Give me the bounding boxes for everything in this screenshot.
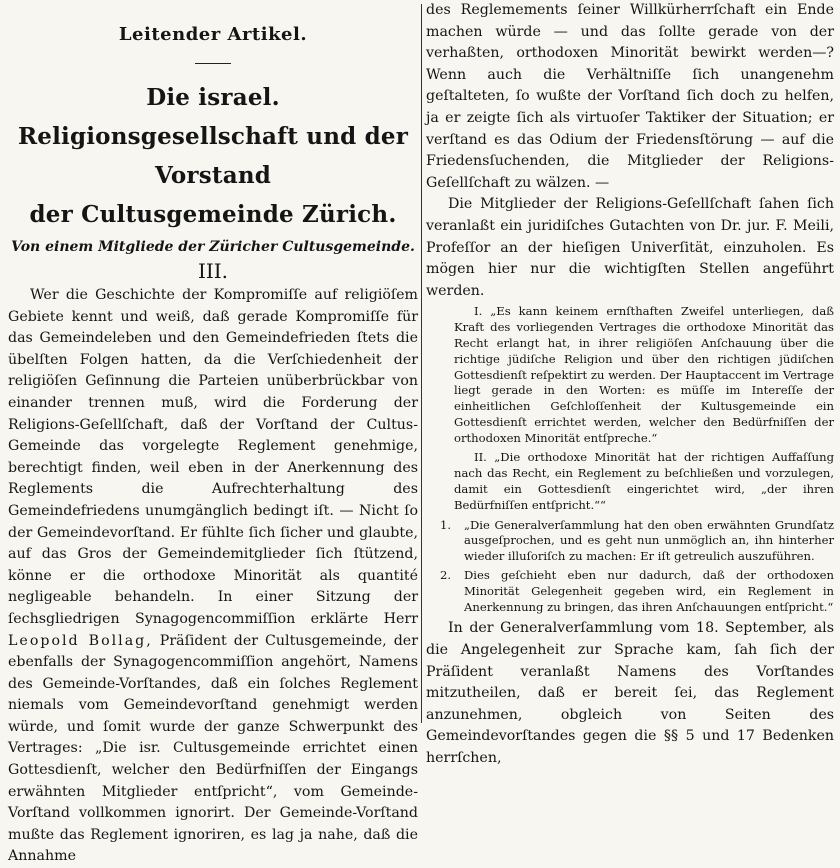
paragraph-text: Präſident der Cultusgemeinde, der ebenfalls der Synagogencommiſſion angehört, Namens des Gemeinde-Vorſtandes, daß ein ſolches Reglement niemals vom Gemeindevorſtand genehmigt werden würde, und ſomit wurde der ganze Schwerpunkt des Vertrages: „Die isr. Cultusgemeinde errichtet einen Gottesdienſt, welcher den Bedürfniſſen der Eingangs erwähnten Mitglieder entſpricht“, vom Gemeinde-Vorſtand vollkommen ignorirt. Der Gemeinde-Vorſtand mußte das Reglement ignoriren, es lag ja nahe, daß die Annahme	[8, 632, 418, 865]
body-paragraph	[8, 285, 418, 868]
quotation-paragraph: I. „Es kann keinem ernſthaften Zweifel unterliegen, daß Kraft des vorliegenden Vertrages die orthodoxe Minorität das Recht erlangt hat, in ihrer religiöſen Anſchauung über die richtige jüdiſche Religion und über den richtigen jüdiſchen Gottesdienſt reſpektirt zu werden. Der Hauptaccent im Vertrage liegt gerade in den Worten: es müſſe im Intereſſe der einheitlichen Geſchloſſenheit der Kultusgemeinde ein Gottesdienſt errichtet werden, welcher den Bedürfniſſen der orthodoxen Minorität entſpreche.“	[454, 304, 834, 445]
list-number: 1.	[440, 517, 452, 532]
list-text: „Die Generalverſammlung hat den oben erwähnten Grundſatz ausgeſprochen, und es geht nun unmöglich an, ihn hinterher wieder illuſoriſch zu machen: Er iſt getreulich auszuführen.	[464, 517, 834, 564]
headline-line-1: Die israel. Religionsgesellschaft und der Vorstand	[17, 84, 409, 189]
paragraph-text: Wer die Geschichte der Kompromiſſe auf religiöſem Gebiete kennt und weiß, daß gerade Kompromiſſe für das Gemeindeleben und den Gemeindefrieden ſtets die übelſten Folgen hatten, da die Verſchiedenheit der religiöſen Geſinnung die Parteien unüberbrückbar von einander trennen muß, wird die Forderung der Religions-Geſellſchaft, daß der Vorſtand der Cultus-Gemeinde das vorgelegte Reglement genehmige, berechtigt finden, weil eben in der Anerkennung des Reglements die Aufrechterhaltung des Gemeindefriedens unumgänglich bedingt iſt. — Nicht ſo der Gemeindevorſtand. Er fühlte ſich ſicher und glaubte, auf das Gros der Gemeindemitglieder ſich ſtützend, könne er die orthodoxe Minorität als quantité negligeable behandeln. In einer Sitzung der ſechsgliedrigen Synagogencommiſſion erklärte Herr	[8, 287, 418, 627]
body-paragraph: In der Generalverſammlung vom 18. September, als die Angelegenheit zur Sprache kam, ſah ſich der Präſident veranlaßt Namens des Vorſtandes mitzutheilen, daß er bereit ſei, das Reglement anzunehmen, obgleich von Seiten des Gemeindevorſtandes gegen die §§ 5 und 17 Bedenken herrſchen,	[426, 620, 834, 767]
body-paragraph: Die Mitglieder der Religions-Geſellſchaft ſahen ſich veranlaßt ein juridiſches Gutachten von Dr. jur. F. Meili, Profeſſor an der hieſigen Univerſität, einzuholen. Es mögen hier nur die wichtigſten Stellen angeführt werden.	[426, 196, 834, 299]
list-item	[426, 568, 834, 615]
left-column	[8, 0, 418, 868]
section-heading: Leitender Artikel.	[118, 24, 308, 45]
list-text: Dies geſchieht eben nur dadurch, daß der orthodoxen Minorität Gelegenheit gegeben wird, ein Reglement in Anerkennung zu bringen, das ihren Anſchauungen entſpricht.“	[464, 568, 834, 614]
quotation-block	[426, 304, 834, 513]
divider	[195, 63, 231, 64]
article-headline	[8, 78, 418, 234]
column-rule	[421, 4, 422, 723]
right-column	[426, 0, 834, 770]
article-byline: Von einem Mitgliede der Züricher Cultusgemeinde.	[11, 239, 415, 255]
person-name: Leopold Bollag,	[8, 632, 153, 649]
headline-line-2: der Cultusgemeinde Zürich.	[29, 201, 397, 228]
numbered-list	[426, 518, 834, 616]
list-number: 2.	[440, 568, 452, 583]
body-paragraph: des Reglemements ſeiner Willkürherrſchaft ein Ende machen würde — und das ſollte gerade von der verhaßten, orthodoxen Minorität bewirkt werden—? Wenn auch die Verhältniſſe ſich unangenehm geſtalteten, ſo wußte der Vorſtand ſich doch zu helfen, ja er zeigte ſich als virtuoſer Taktiker der Situation; er verſtand es das Odium der Friedensſtörung — auf die Friedensſuchenden, die Mitglieder der Religions-Geſellſchaft zu wälzen. —	[426, 2, 834, 191]
list-item	[426, 518, 834, 565]
part-numeral: III.	[197, 259, 229, 283]
quotation-paragraph: II. „Die orthodoxe Minorität hat der richtigen Auffaſſung nach das Recht, ein Reglement zu beſchließen und vorzulegen, damit ein Gottesdienſt eingerichtet wird, „der ihren Bedürfniſſen entſpricht.““	[454, 450, 834, 512]
